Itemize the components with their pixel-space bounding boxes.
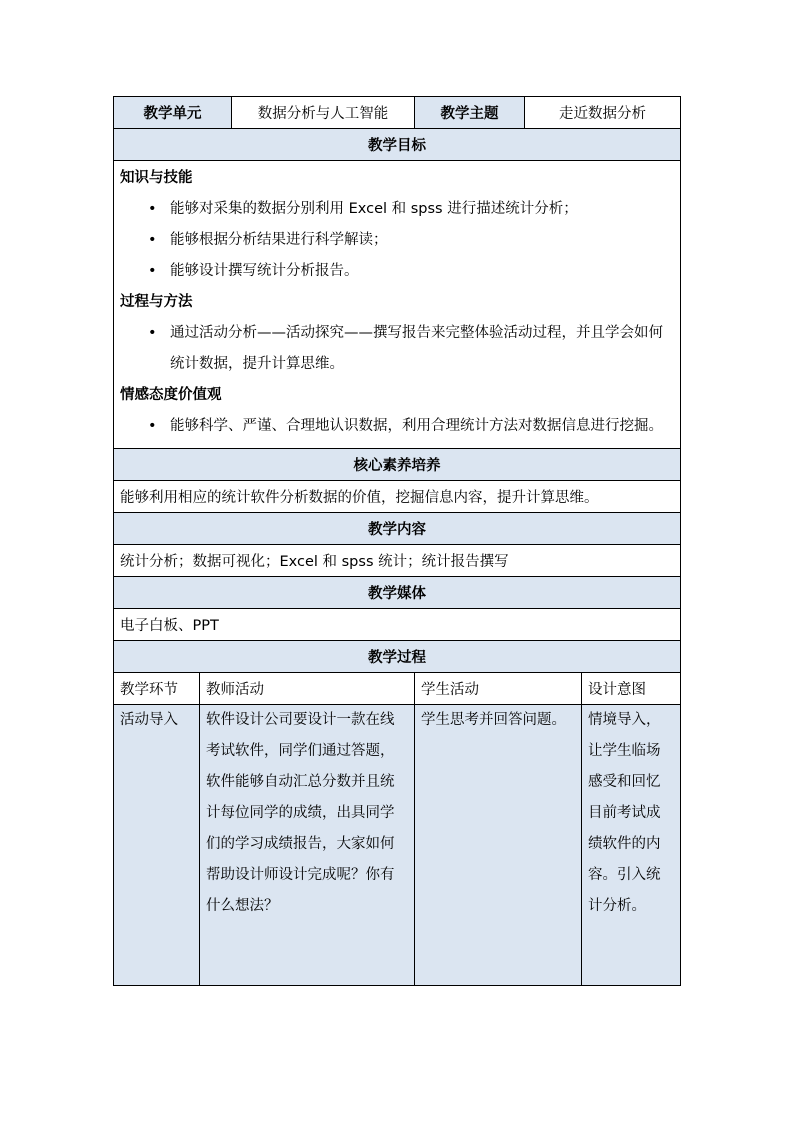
goals-list bbox=[120, 194, 674, 287]
process-title: 教学过程 bbox=[114, 641, 681, 673]
content-title: 教学内容 bbox=[114, 513, 681, 545]
media-title-row bbox=[114, 577, 681, 609]
process-col-student: 学生活动 bbox=[415, 673, 582, 705]
process-title-row bbox=[114, 641, 681, 673]
process-stage: 活动导入 bbox=[114, 705, 200, 986]
content-title-row bbox=[114, 513, 681, 545]
goals-title-row bbox=[114, 129, 681, 161]
goals-section-heading: 过程与方法 bbox=[120, 294, 193, 310]
literacy-title: 核心素养培养 bbox=[114, 449, 681, 481]
unit-value: 数据分析与人工智能 bbox=[232, 97, 415, 129]
topic-value: 走近数据分析 bbox=[525, 97, 681, 129]
process-col-intent: 设计意图 bbox=[582, 673, 681, 705]
unit-label: 教学单元 bbox=[114, 97, 232, 129]
goals-list bbox=[120, 411, 674, 442]
process-row bbox=[114, 705, 681, 986]
goals-title: 教学目标 bbox=[114, 129, 681, 161]
lesson-plan-table bbox=[113, 96, 681, 986]
media-text: 电子白板、PPT bbox=[114, 609, 681, 641]
goals-section-heading: 情感态度价值观 bbox=[120, 387, 222, 403]
goals-body-row bbox=[114, 161, 681, 449]
content-text: 统计分析；数据可视化；Excel 和 spss 统计；统计报告撰写 bbox=[114, 545, 681, 577]
header-row bbox=[114, 97, 681, 129]
process-col-teacher: 教师活动 bbox=[200, 673, 415, 705]
process-student: 学生思考并回答问题。 bbox=[415, 705, 582, 986]
literacy-title-row bbox=[114, 449, 681, 481]
goal-item: • 能够科学、严谨、合理地认识数据，利用合理统计方法对数据信息进行挖掘。 bbox=[120, 411, 674, 442]
topic-label: 教学主题 bbox=[415, 97, 525, 129]
process-teacher: 软件设计公司要设计一款在线考试软件，同学们通过答题，软件能够自动汇总分数并且统计每位同学的成绩，出具同学们的学习成绩报告，大家如何帮助设计师设计完成呢？你有什么想法？ bbox=[200, 705, 415, 986]
literacy-text: 能够利用相应的统计软件分析数据的价值，挖掘信息内容，提升计算思维。 bbox=[114, 481, 681, 513]
goals-list bbox=[120, 318, 674, 380]
media-title: 教学媒体 bbox=[114, 577, 681, 609]
goals-body bbox=[114, 161, 681, 449]
goal-item: • 通过活动分析——活动探究——撰写报告来完整体验活动过程，并且学会如何统计数据，提升计算思维。 bbox=[120, 318, 674, 380]
process-col-stage: 教学环节 bbox=[114, 673, 200, 705]
goal-item: • 能够根据分析结果进行科学解读； bbox=[120, 225, 674, 256]
goal-item: • 能够对采集的数据分别利用 Excel 和 spss 进行描述统计分析； bbox=[120, 194, 674, 225]
process-intent: 情境导入，让学生临场感受和回忆目前考试成绩软件的内容。引入统计分析。 bbox=[582, 705, 681, 986]
goal-item: • 能够设计撰写统计分析报告。 bbox=[120, 256, 674, 287]
goals-section-heading: 知识与技能 bbox=[120, 170, 193, 186]
content-text-row bbox=[114, 545, 681, 577]
media-text-row bbox=[114, 609, 681, 641]
literacy-text-row bbox=[114, 481, 681, 513]
process-header-row bbox=[114, 673, 681, 705]
